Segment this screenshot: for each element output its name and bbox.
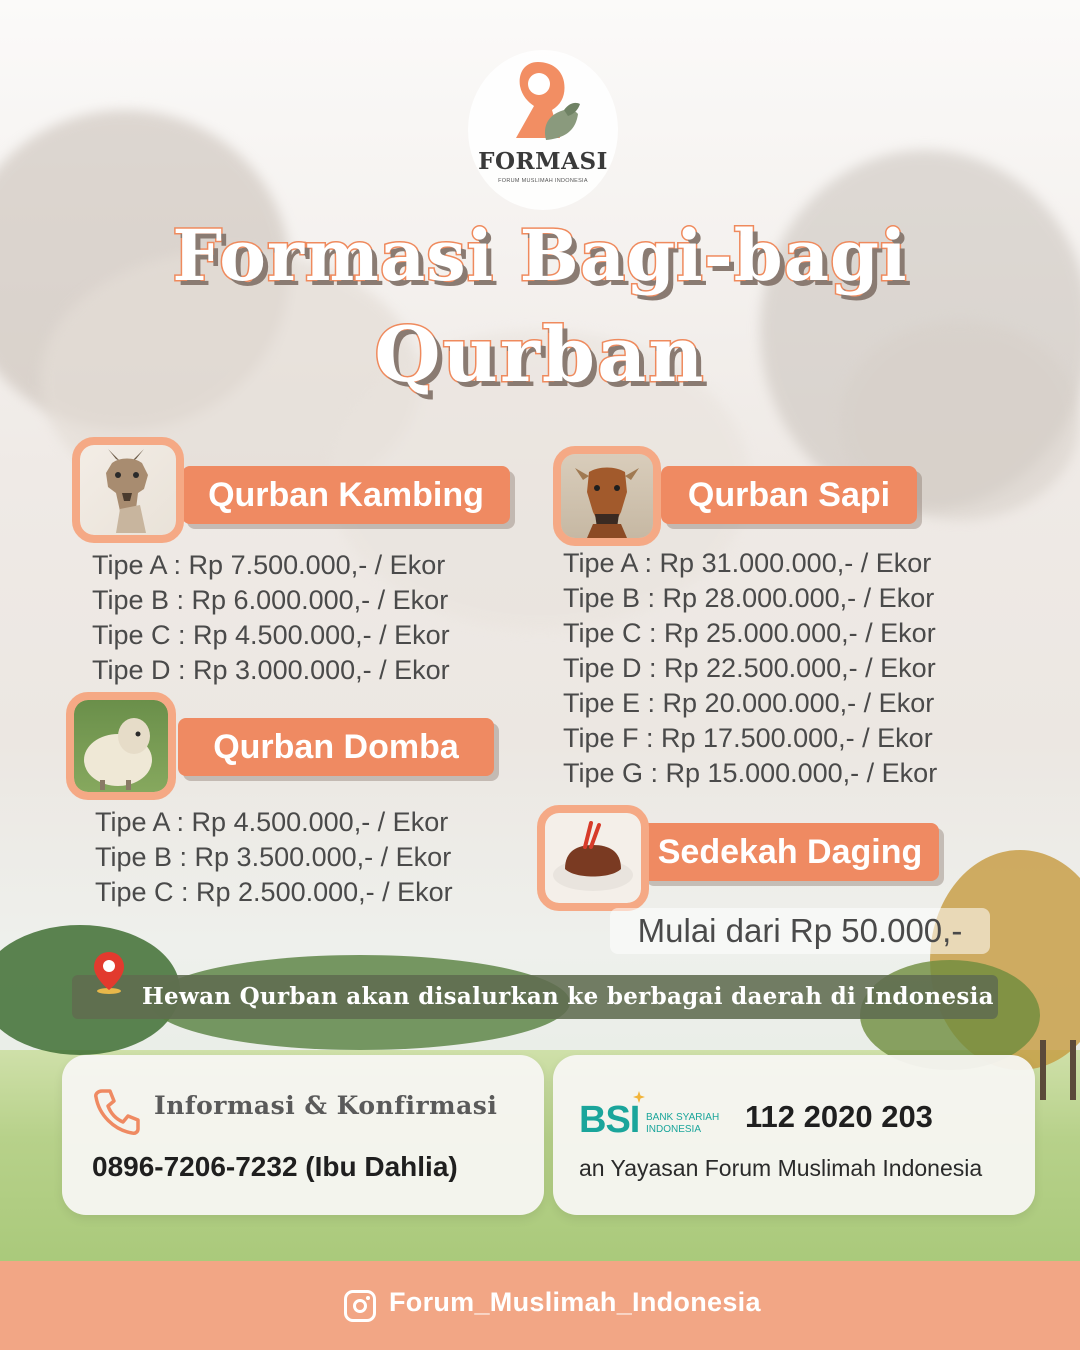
page-title-line-2: Qurban xyxy=(374,310,706,399)
background-trunk xyxy=(1070,1040,1076,1100)
price-item: Tipe C : Rp 25.000.000,- / Ekor xyxy=(563,618,936,648)
section-domba-header xyxy=(66,692,496,766)
kambing-price-list xyxy=(92,548,450,688)
sedekah-price: Mulai dari Rp 50.000,- xyxy=(610,908,990,954)
section-sapi-title: Qurban Sapi xyxy=(661,466,917,524)
price-item: Tipe E : Rp 20.000.000,- / Ekor xyxy=(563,688,935,718)
formasi-logo xyxy=(468,50,618,210)
bsi-logo-subtitle xyxy=(646,1112,719,1136)
logo-emblem-icon xyxy=(512,58,582,146)
goat-icon xyxy=(86,449,174,533)
bsi-subtitle-line-2: INDONESIA xyxy=(646,1124,702,1135)
distribution-banner: Hewan Qurban akan disalurkan ke berbagai daerah di Indonesia xyxy=(72,975,998,1019)
price-item: Tipe A : Rp 7.500.000,- / Ekor xyxy=(92,550,446,580)
instagram-handle[interactable]: Forum_Muslimah_Indonesia xyxy=(389,1287,761,1317)
bank-account-number[interactable]: 112 2020 203 xyxy=(745,1099,933,1134)
section-sapi-header xyxy=(553,446,919,514)
price-item: Tipe A : Rp 31.000.000,- / Ekor xyxy=(563,548,932,578)
background-trunk xyxy=(1040,1040,1046,1100)
sheep-icon xyxy=(78,706,164,790)
logo-tagline: FORUM MUSLIMAH INDONESIA xyxy=(498,178,588,184)
meat-dish-image xyxy=(537,805,649,911)
bank-card xyxy=(553,1055,1035,1215)
price-item: Tipe G : Rp 15.000.000,- / Ekor xyxy=(563,758,938,788)
price-item: Tipe C : Rp 2.500.000,- / Ekor xyxy=(95,877,453,907)
logo-wordmark: FORMASI xyxy=(478,148,608,175)
price-item: Tipe F : Rp 17.500.000,- / Ekor xyxy=(563,723,933,753)
section-sedekah-header xyxy=(537,805,941,871)
footer xyxy=(0,1261,1080,1350)
price-item: Tipe B : Rp 6.000.000,- / Ekor xyxy=(92,585,449,615)
contact-title: Informasi & Konfirmasi xyxy=(154,1091,498,1120)
contact-phone[interactable]: 0896-7206-7232 (Ibu Dahlia) xyxy=(92,1151,458,1182)
bsi-subtitle-line-1: BANK SYARIAH xyxy=(646,1112,720,1123)
sheep-image xyxy=(66,692,176,800)
sapi-price-list xyxy=(563,546,937,791)
section-domba-title: Qurban Domba xyxy=(178,718,494,776)
price-item: Tipe B : Rp 28.000.000,- / Ekor xyxy=(563,583,935,613)
section-sedekah-title: Sedekah Daging xyxy=(641,823,939,881)
price-item: Tipe D : Rp 22.500.000,- / Ekor xyxy=(563,653,936,683)
goat-image xyxy=(72,437,184,543)
rendang-icon xyxy=(551,821,635,897)
section-kambing-header xyxy=(72,437,512,514)
domba-price-list xyxy=(95,805,453,910)
bsi-star-icon xyxy=(633,1091,645,1103)
instagram-icon xyxy=(344,1290,376,1322)
price-item: Tipe A : Rp 4.500.000,- / Ekor xyxy=(95,807,449,837)
location-pin-icon xyxy=(92,950,126,994)
bank-account-name: an Yayasan Forum Muslimah Indonesia xyxy=(579,1155,983,1181)
price-item: Tipe C : Rp 4.500.000,- / Ekor xyxy=(92,620,450,650)
contact-card xyxy=(62,1055,544,1215)
section-kambing-title: Qurban Kambing xyxy=(182,466,510,524)
price-item: Tipe B : Rp 3.500.000,- / Ekor xyxy=(95,842,452,872)
price-item: Tipe D : Rp 3.000.000,- / Ekor xyxy=(92,655,450,685)
cow-icon xyxy=(565,458,649,538)
bsi-logo: BSI xyxy=(579,1099,640,1141)
phone-icon xyxy=(92,1087,142,1137)
cow-image xyxy=(553,446,661,546)
page-title-line-1: Formasi Bagi-bagi xyxy=(172,214,908,297)
